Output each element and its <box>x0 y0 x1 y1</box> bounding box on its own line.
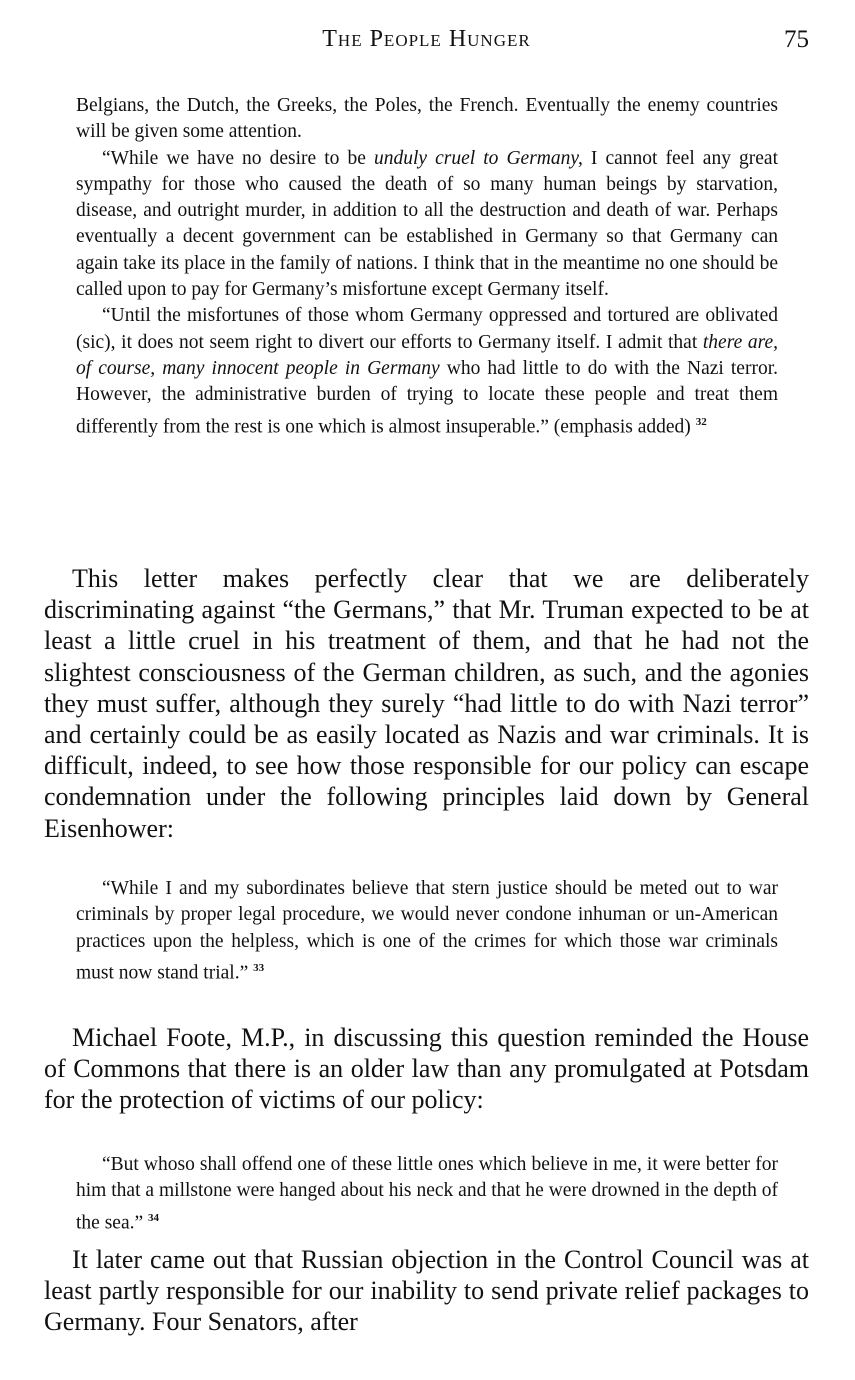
body-paragraph-relief: It later came out that Russian objection in the Control Council was at least partly responsible for our inability to send private relief packages to Germany. Four Senators, after <box>44 1245 809 1337</box>
footnote-ref: 33 <box>253 961 265 974</box>
quote-paragraph-1: Belgians, the Dutch, the Greeks, the Poles, the French. Eventually the enemy countries will be given some attention. <box>76 95 778 143</box>
running-title: The People Hunger <box>322 26 531 52</box>
body-paragraph-truman: This letter makes perfectly clear that we are deliberately discriminating against “the Germans,” that Mr. Truman expected to be at least a little cruel in his treatment of them, and that he had not the slightest consciousness of the German children, as such, and the agonies they must suffer, although they surely “had little to do with Nazi terror” and certainly could be as easily located as Nazis and war criminals. It is difficult, indeed, to see how those responsible for our policy can escape condemnation under the following principles laid down by General Eisenhower: <box>44 564 809 843</box>
body-paragraph-foote: Michael Foote, M.P., in discussing this question reminded the House of Commons that there is an older law than any promulgated at Potsdam for the protection of victims of our policy: <box>44 1023 809 1115</box>
page-number: 75 <box>784 26 809 53</box>
scripture-quote: “But whoso shall offend one of these little ones which believe in me, it were better for him that a millstone were hanged about his neck and that he were drowned in the depth of the sea.” $^{34}$ <box>76 1154 778 1234</box>
quote-paragraph-3: “Until the misfortunes of those whom Germany oppressed and tortured are oblivated (sic), it does not seem right to divert our efforts to Germany itself. I admit that there are, of course, many innocent people in Germany who had little to do with the Nazi terror. However, the administrative burden of trying to locate these people and treat them differently from the rest is one which is almost insuperable.” (emphasis added) $^{32}$ <box>76 305 778 438</box>
footnote-ref: 34 <box>148 1211 160 1224</box>
emphasis-text: unduly cruel to Germany, <box>373 147 583 169</box>
quoted-letter-block <box>76 93 778 440</box>
footnote-ref: 32 <box>695 415 707 428</box>
emphasis-text: there are, of course, many innocent people in Germany <box>76 331 778 379</box>
eisenhower-quote: “While I and my subordinates believe that stern justice should be meted out to war criminals by proper legal procedure, we would never condone inhuman or un-American practices upon the helpless, which is one of the crimes for which those war criminals must now stand trial.” $^{33}$ <box>76 878 778 984</box>
running-head <box>44 26 809 60</box>
quote-paragraph-2: “While we have no desire to be unduly cruel to Germany, I cannot feel any great sympathy for those who caused the death of so many human beings by starvation, disease, and outright murder, in addition to all the destruction and death of war. Perhaps eventually a decent government can be established in Germany so that Germany can again take its place in the family of nations. I think that in the meantime no one should be called upon to pay for Germany’s misfortune except Germany itself. <box>76 147 779 301</box>
